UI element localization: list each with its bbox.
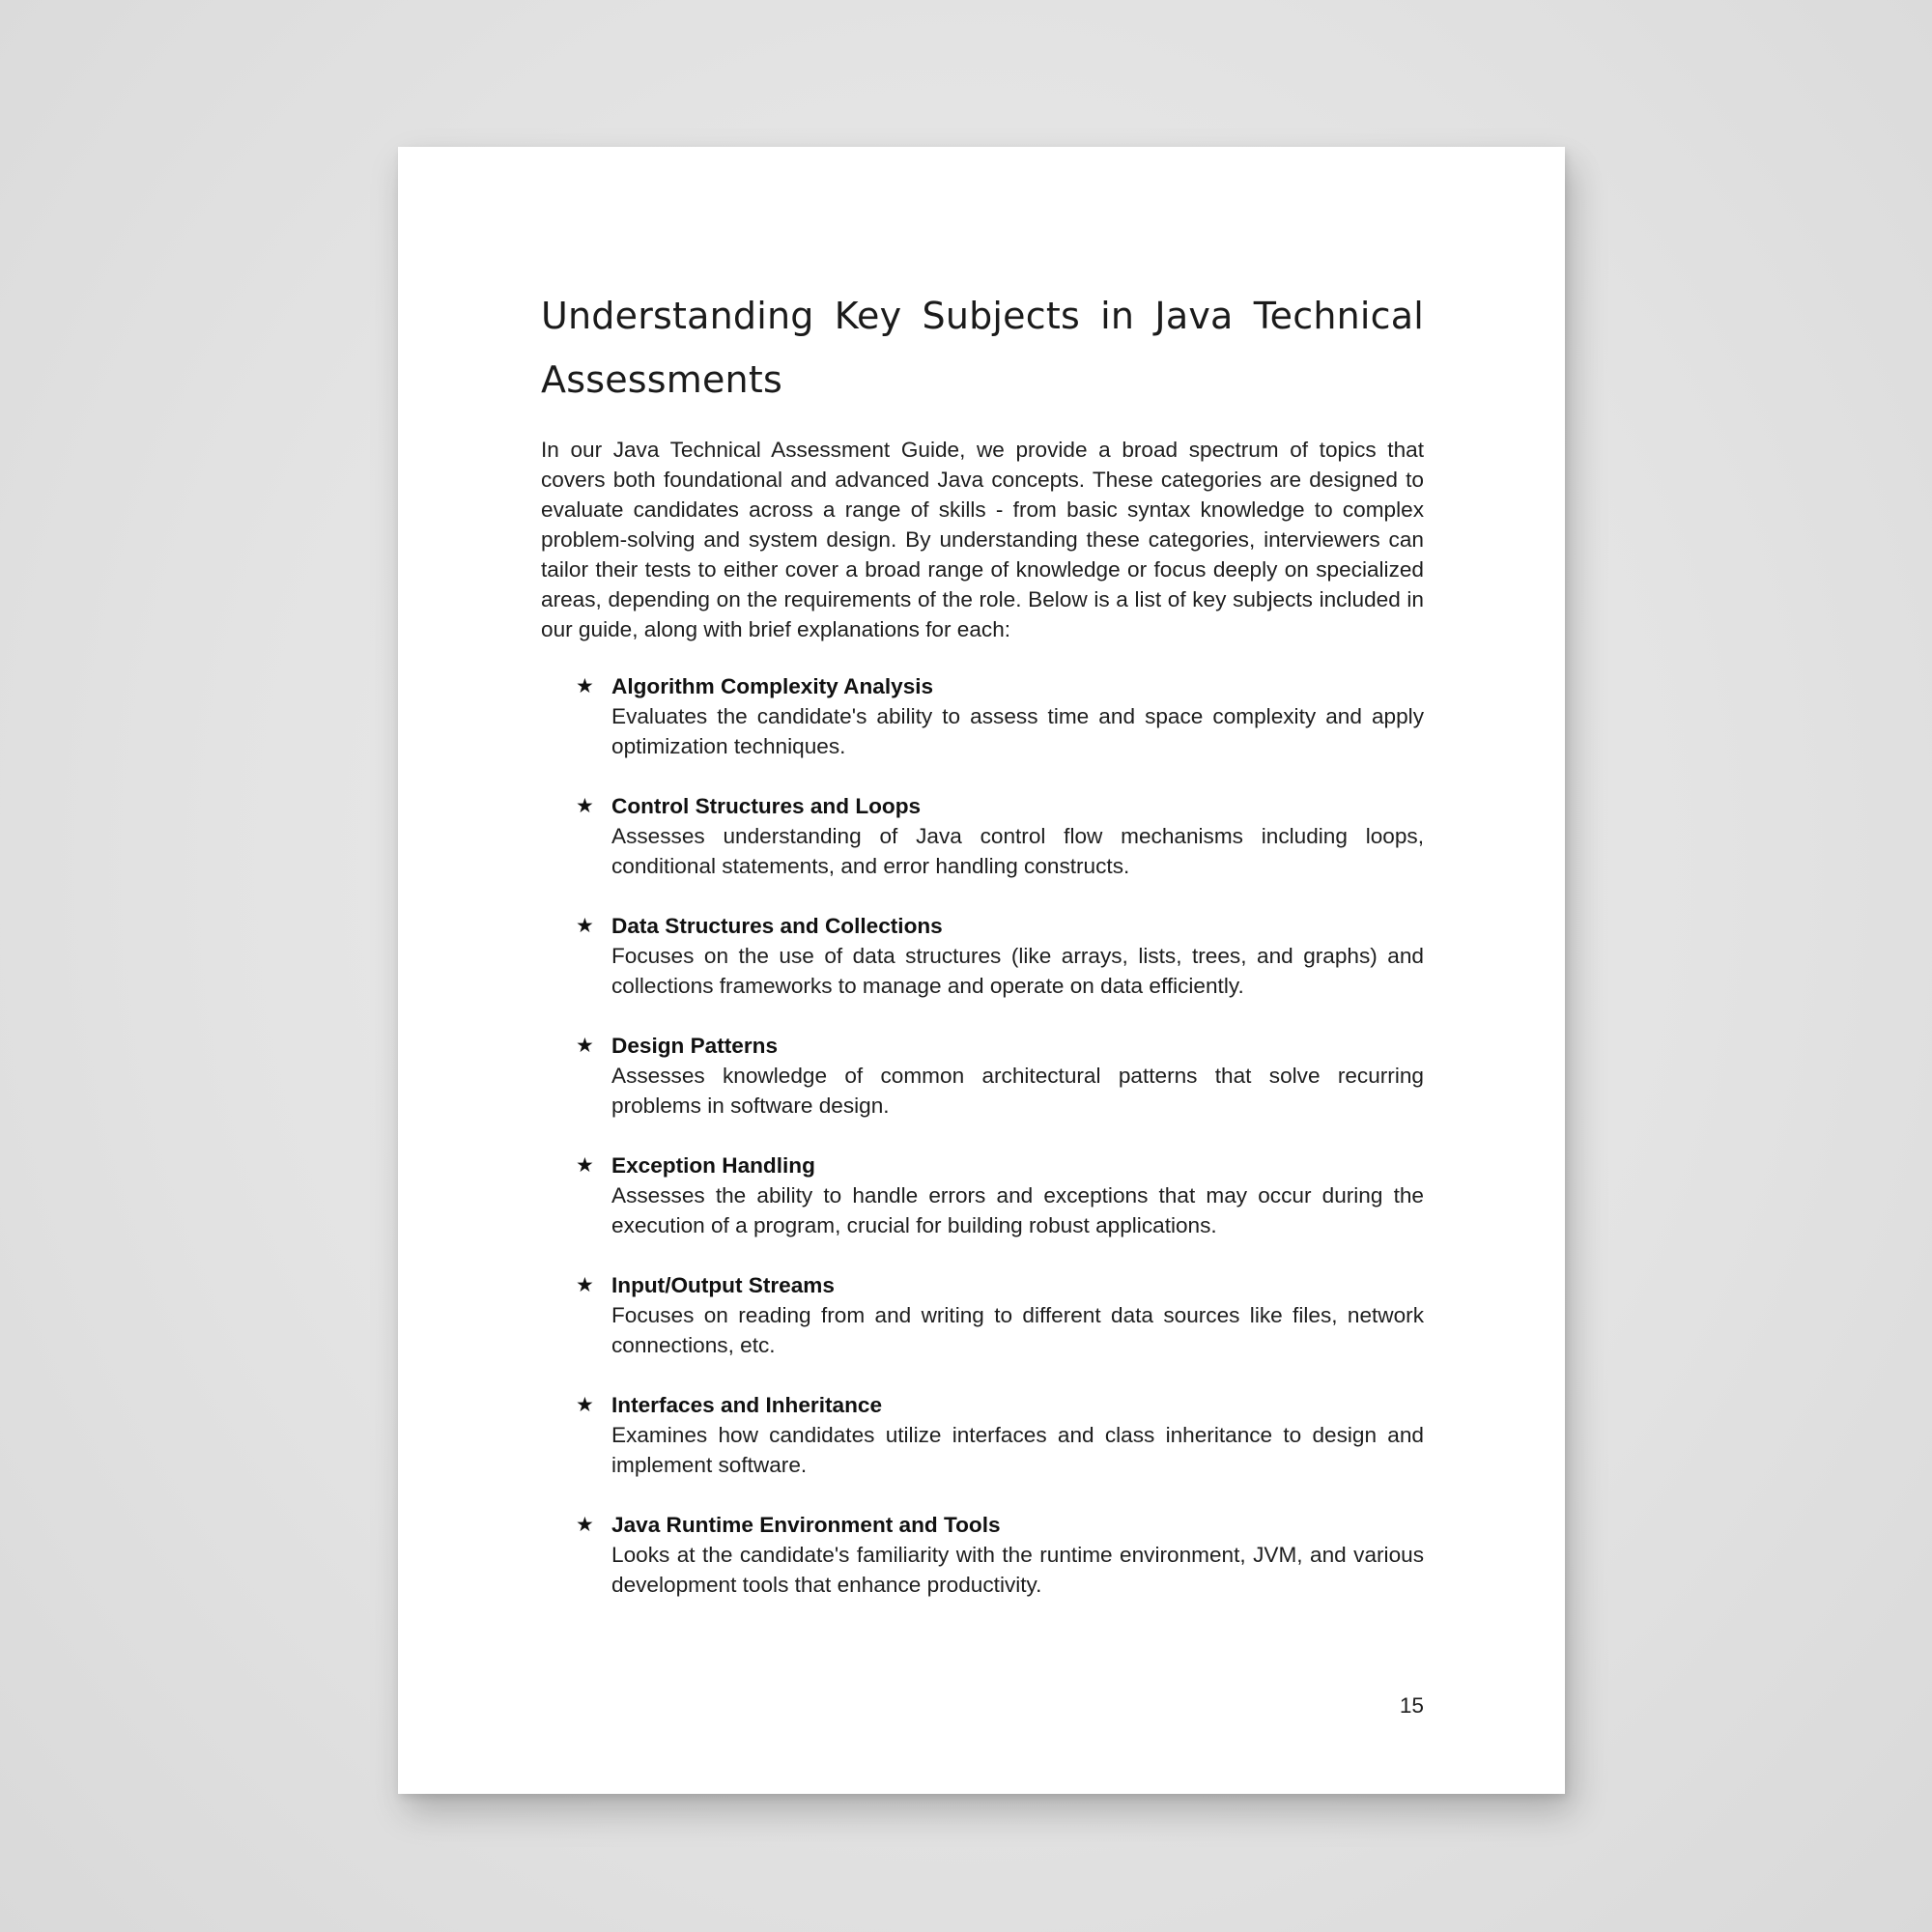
- page-content: [541, 284, 1424, 1630]
- subject-description: Focuses on reading from and writing to different data sources like files, network connections, etc.: [611, 1303, 1424, 1357]
- page-title: Understanding Key Subjects in Java Technical Assessments: [541, 295, 1424, 401]
- page-number: 15: [1399, 1693, 1424, 1718]
- star-icon: ★: [576, 914, 594, 937]
- subject-description: Examines how candidates utilize interfaces and class inheritance to design and implement software.: [611, 1423, 1424, 1477]
- list-item: [541, 1390, 1424, 1480]
- star-icon: ★: [576, 794, 594, 817]
- subject-description: Looks at the candidate's familiarity with the runtime environment, JVM, and various development tools that enhance productivity.: [611, 1543, 1424, 1597]
- subject-title: Data Structures and Collections: [611, 914, 943, 938]
- document-page: [398, 147, 1565, 1794]
- subject-description: Assesses knowledge of common architectural patterns that solve recurring problems in software design.: [611, 1064, 1424, 1118]
- subject-description: Focuses on the use of data structures (like arrays, lists, trees, and graphs) and collections frameworks to manage and operate on data efficiently.: [611, 944, 1424, 998]
- subject-title: Algorithm Complexity Analysis: [611, 674, 934, 698]
- subject-title: Exception Handling: [611, 1153, 815, 1178]
- list-item: [541, 1270, 1424, 1360]
- star-icon: ★: [576, 1034, 594, 1057]
- list-item: [541, 1510, 1424, 1600]
- subject-description: Evaluates the candidate's ability to assess time and space complexity and apply optimization techniques.: [611, 704, 1424, 758]
- subject-title: Input/Output Streams: [611, 1273, 835, 1297]
- subject-title: Java Runtime Environment and Tools: [611, 1513, 1001, 1537]
- list-item: [541, 911, 1424, 1001]
- list-item: [541, 1151, 1424, 1240]
- list-item: [541, 791, 1424, 881]
- star-icon: ★: [576, 1273, 594, 1296]
- star-icon: ★: [576, 1513, 594, 1536]
- subject-title: Interfaces and Inheritance: [611, 1393, 883, 1417]
- subject-description: Assesses the ability to handle errors and exceptions that may occur during the execution of a program, crucial for building robust applications.: [611, 1183, 1424, 1237]
- subject-title: Design Patterns: [611, 1034, 779, 1058]
- intro-paragraph: In our Java Technical Assessment Guide, we provide a broad spectrum of topics that covers both foundational and advanced Java concepts. These categories are designed to evaluate candidates across a range of skills - from basic syntax knowledge to complex problem-solving and system design. By understanding these categories, interviewers can tailor their tests to either cover a broad range of knowledge or focus deeply on specialized areas, depending on the requirements of the role. Below is a list of key subjects included in our guide, along with brief explanations for each:: [541, 438, 1424, 641]
- list-item: [541, 1031, 1424, 1121]
- star-icon: ★: [576, 1153, 594, 1177]
- subject-list: [541, 671, 1424, 1600]
- subject-description: Assesses understanding of Java control flow mechanisms including loops, conditional statements, and error handling constructs.: [611, 824, 1424, 878]
- list-item: [541, 671, 1424, 761]
- star-icon: ★: [576, 1393, 594, 1416]
- star-icon: ★: [576, 674, 594, 697]
- subject-title: Control Structures and Loops: [611, 794, 922, 818]
